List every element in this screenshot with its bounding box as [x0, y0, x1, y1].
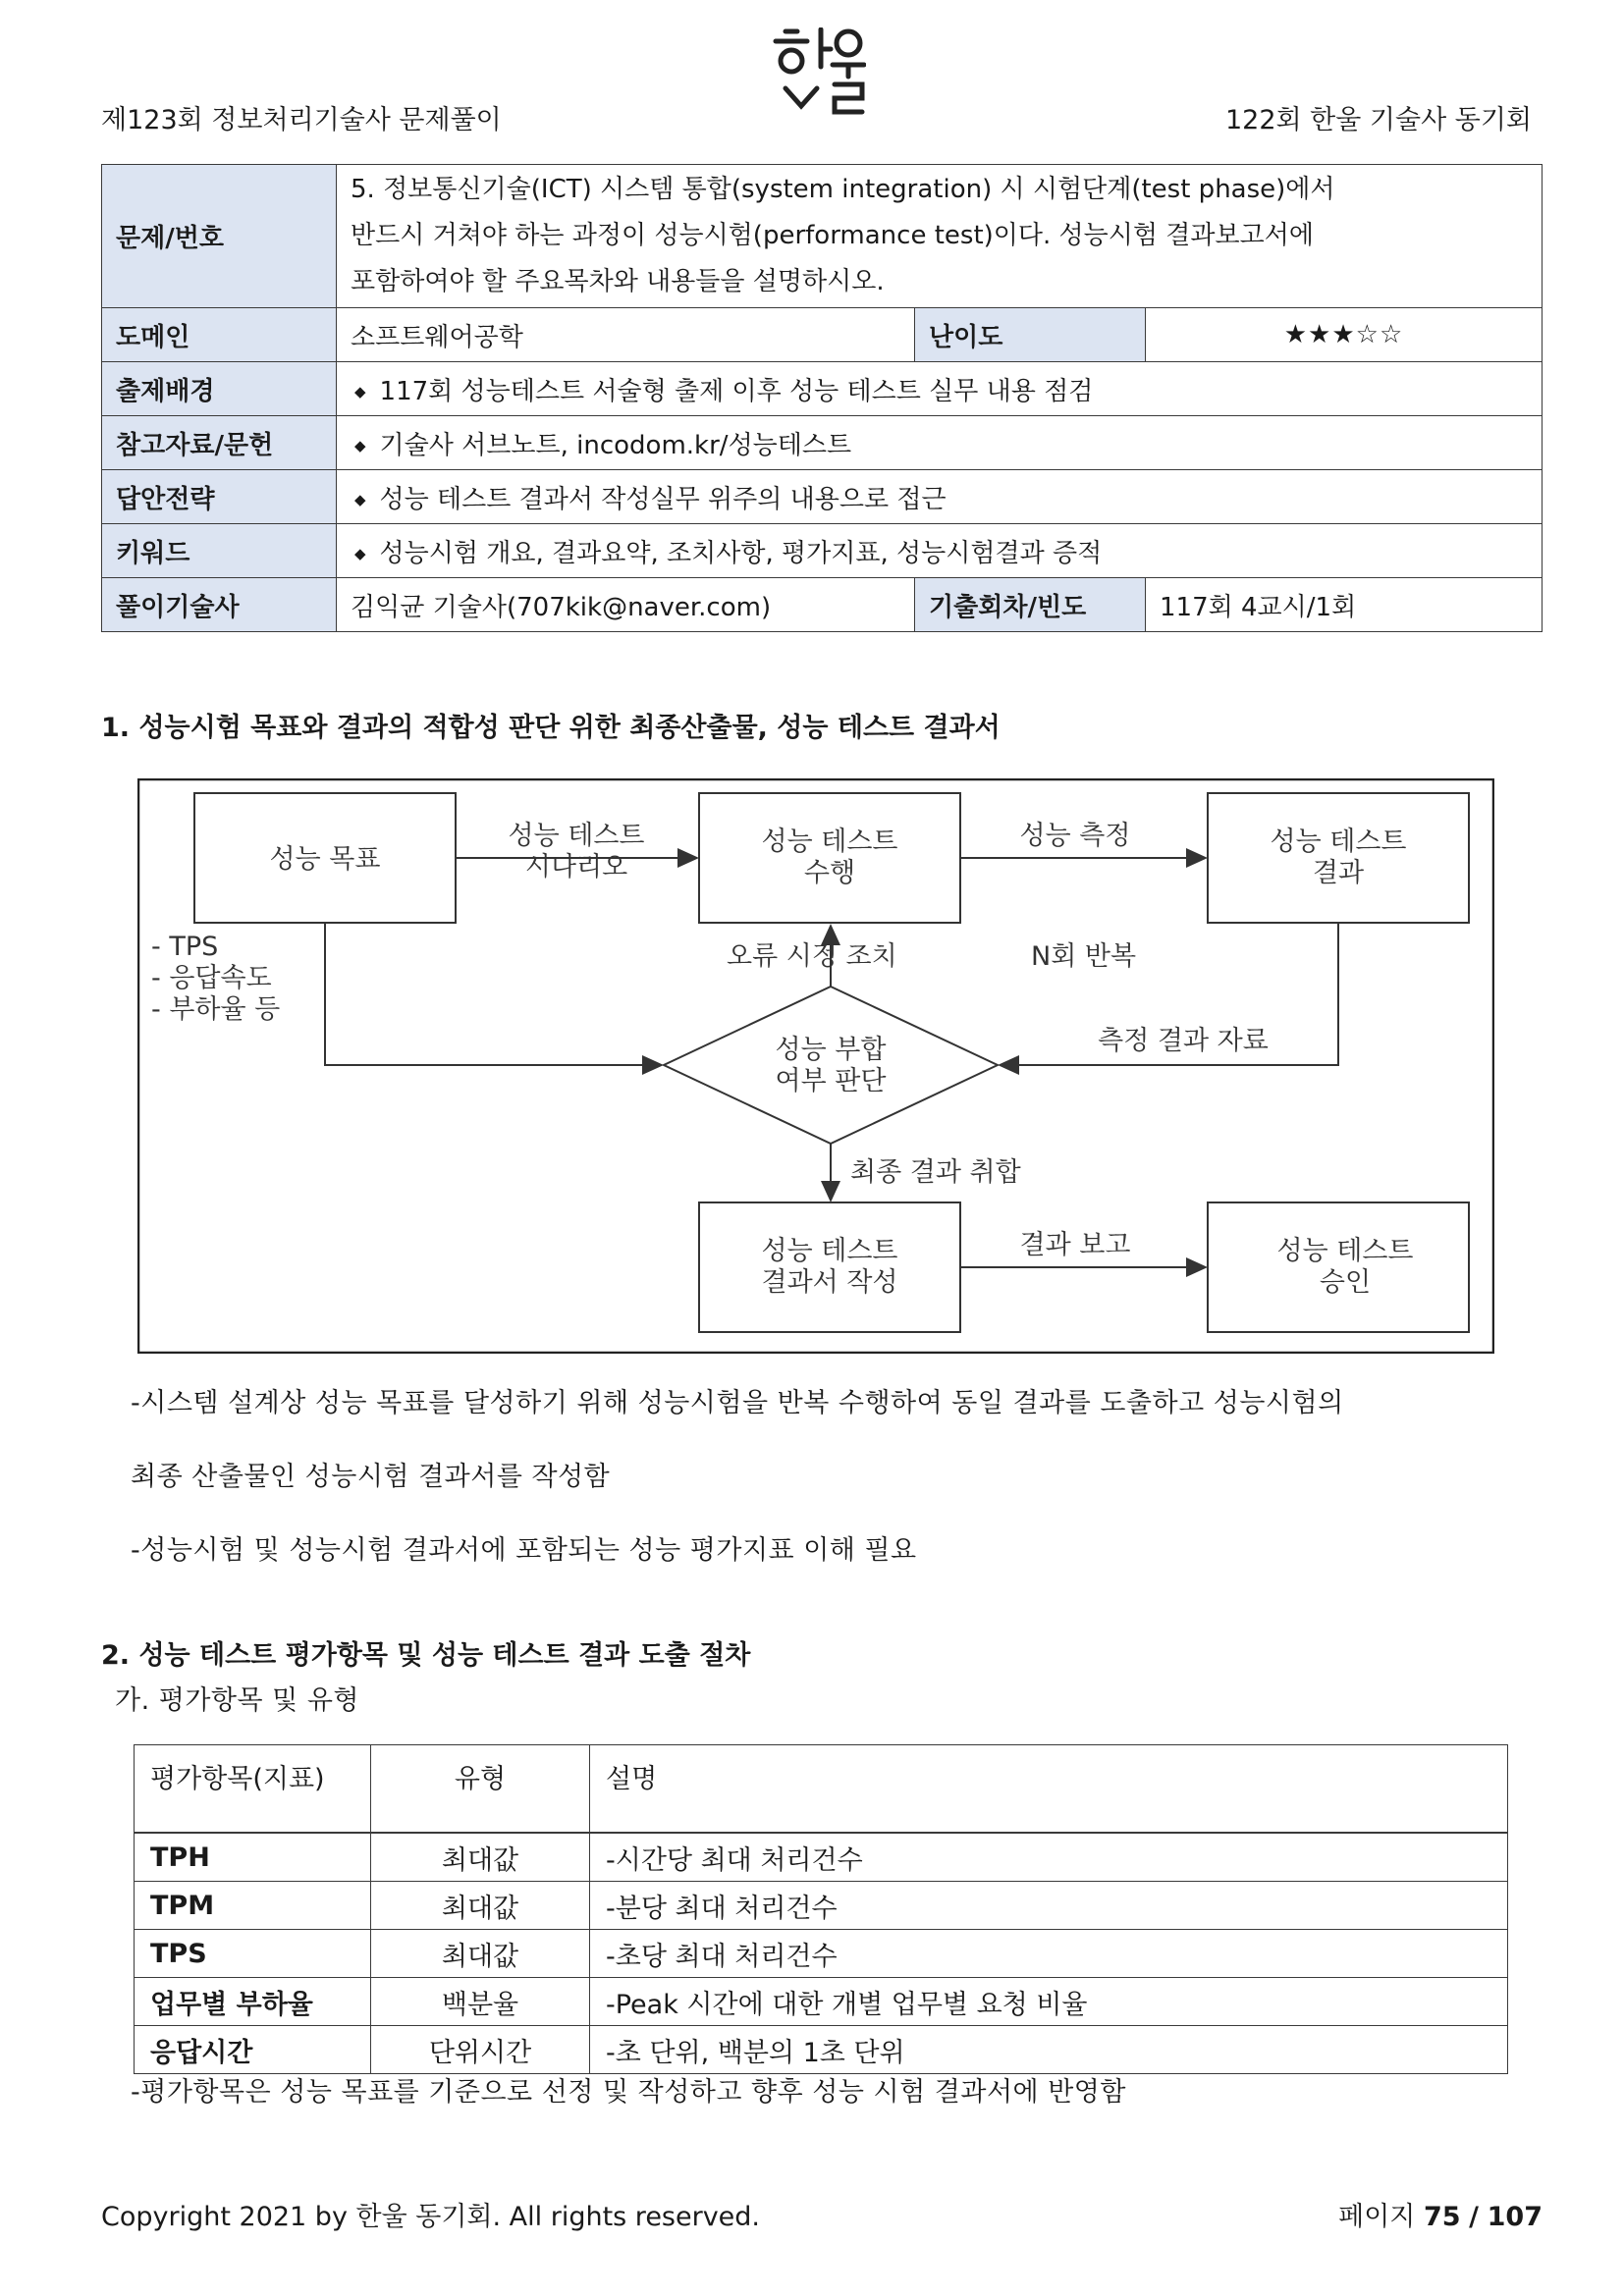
item-type: 최대값: [371, 1930, 590, 1978]
item-name: TPS: [135, 1930, 371, 1978]
item-name: TPH: [135, 1833, 371, 1882]
item-description: -분당 최대 처리건수: [590, 1882, 1508, 1930]
section2-note: -평가항목은 성능 목표를 기준으로 선정 및 작성하고 향후 성능 시험 결과서에 반영함: [131, 2077, 1126, 2108]
domain-label: 도메인: [102, 308, 337, 362]
table-row: [135, 1978, 1508, 2026]
header-title-right: 122회 한울 기술사 동기회: [1224, 105, 1532, 135]
question-line: 반드시 거쳐야 하는 과정이 성능시험(performance test)이다. 성능시험 결과보고서에: [351, 221, 1314, 250]
measure-data-label: 측정 결과 자료: [1098, 1026, 1269, 1056]
hanul-logo: [772, 27, 866, 128]
approve-label-2: 승인: [1319, 1267, 1372, 1298]
result-label-2: 결과: [1312, 858, 1365, 888]
arrow-goal-to-judge: [325, 923, 662, 1065]
execute-label-1: 성능 테스트: [761, 827, 898, 857]
reference-label: 참고자료/문헌: [102, 416, 337, 470]
section1-paragraph: 최종 산출물인 성능시험 결과서를 작성함: [131, 1462, 611, 1492]
author-row: [102, 578, 1543, 632]
page-total: 107: [1487, 2202, 1543, 2232]
table-row: [135, 1882, 1508, 1930]
item-description: -초 단위, 백분의 1초 단위: [590, 2026, 1508, 2074]
author-label: 풀이기술사: [102, 578, 337, 632]
column-header: 설명: [590, 1745, 1508, 1834]
write-label-2: 결과서 작성: [761, 1267, 898, 1298]
section1-title: 1. 성능시험 목표와 결과의 적합성 판단 위한 최종산출물, 성능 테스트 결과서: [101, 713, 1001, 743]
judge-label-1: 성능 부합: [775, 1035, 887, 1065]
performance-test-flow-diagram: [137, 778, 1494, 1354]
question-line: 포함하여야 할 주요목차와 내용들을 설명하시오.: [351, 267, 885, 296]
page-indicator: [1338, 2195, 1543, 2233]
column-header: 평가항목(지표): [135, 1745, 371, 1834]
section1-paragraph: -성능시험 및 성능시험 결과서에 포함되는 성능 평가지표 이해 필요: [131, 1535, 917, 1566]
report-label: 결과 보고: [1019, 1230, 1131, 1260]
header-title-left: 제123회 정보처리기술사 문제풀이: [101, 105, 502, 135]
table-row: [135, 1833, 1508, 1882]
item-name: 업무별 부하율: [135, 1978, 371, 2026]
section1-paragraph: -시스템 설계상 성능 목표를 달성하기 위해 성능시험을 반복 수행하여 동일 결과를 도출하고 성능시험의: [131, 1388, 1344, 1418]
repeat-label: N회 반복: [1031, 941, 1137, 972]
keyword-label: 키워드: [102, 524, 337, 578]
item-description: -시간당 최대 처리건수: [590, 1833, 1508, 1882]
item-description: -초당 최대 처리건수: [590, 1930, 1508, 1978]
scenario-label-1: 성능 테스트: [508, 821, 645, 851]
final-label: 최종 결과 취합: [850, 1157, 1021, 1188]
background-value: ◆ 117회 성능테스트 서술형 출제 이후 성능 테스트 실무 내용 점검: [337, 362, 1543, 416]
fix-label: 오류 시정 조치: [727, 941, 897, 972]
reference-value: ◆ 기술사 서브노트, incodom.kr/성능테스트: [337, 416, 1543, 470]
metric-tps: - TPS: [151, 932, 219, 962]
result-label-1: 성능 테스트: [1270, 827, 1407, 857]
difficulty-stars: ★★★☆☆: [1146, 308, 1543, 362]
column-header: 유형: [371, 1745, 590, 1834]
question-text: [337, 165, 1543, 308]
strategy-row: [102, 470, 1543, 524]
execute-label-2: 수행: [803, 858, 856, 888]
question-line: 5. 정보통신기술(ICT) 시스템 통합(system integration) 시 시험단계(test phase)에서: [351, 175, 1335, 204]
item-name: 응답시간: [135, 2026, 371, 2074]
reference-row: [102, 416, 1543, 470]
metric-load: - 부하율 등: [151, 994, 281, 1025]
item-type: 단위시간: [371, 2026, 590, 2074]
write-label-1: 성능 테스트: [761, 1236, 898, 1266]
item-type: 백분율: [371, 1978, 590, 2026]
approve-label-1: 성능 테스트: [1276, 1236, 1414, 1266]
frequency-label: 기출회차/빈도: [915, 578, 1146, 632]
judge-label-2: 여부 판단: [775, 1066, 887, 1096]
table-row: [135, 1930, 1508, 1978]
table-header-row: [135, 1745, 1508, 1834]
frequency-value: 117회 4교시/1회: [1146, 578, 1543, 632]
scenario-label-2: 시나리오: [524, 852, 628, 882]
copyright-text: Copyright 2021 by 한울 동기회. All rights reserved.: [101, 2202, 761, 2232]
domain-row: [102, 308, 1543, 362]
evaluation-items-table: [134, 1744, 1508, 2074]
author-value: 김익균 기술사(707kik@naver.com): [337, 578, 915, 632]
item-name: TPM: [135, 1882, 371, 1930]
page-current: 75: [1423, 2202, 1461, 2232]
item-type: 최대값: [371, 1882, 590, 1930]
table-row: [135, 2026, 1508, 2074]
background-label: 출제배경: [102, 362, 337, 416]
question-label: 문제/번호: [102, 165, 337, 308]
item-type: 최대값: [371, 1833, 590, 1882]
page-separator: /: [1469, 2202, 1480, 2232]
strategy-value: ◆ 성능 테스트 결과서 작성실무 위주의 내용으로 접근: [337, 470, 1543, 524]
section2-subtitle: 가. 평가항목 및 유형: [115, 1685, 359, 1716]
question-row: [102, 165, 1543, 308]
measure-label: 성능 측정: [1019, 821, 1131, 851]
page-label: 페이지: [1338, 2202, 1416, 2232]
metric-response: - 응답속도: [151, 963, 272, 993]
item-description: -Peak 시간에 대한 개별 업무별 요청 비율: [590, 1978, 1508, 2026]
difficulty-label: 난이도: [915, 308, 1146, 362]
question-info-table: [101, 164, 1543, 632]
judge-diamond: [664, 987, 998, 1144]
domain-value: 소프트웨어공학: [337, 308, 915, 362]
keyword-row: [102, 524, 1543, 578]
goal-label: 성능 목표: [269, 844, 381, 875]
keyword-value: ◆ 성능시험 개요, 결과요약, 조치사항, 평가지표, 성능시험결과 증적: [337, 524, 1543, 578]
section2-title: 2. 성능 테스트 평가항목 및 성능 테스트 결과 도출 절차: [101, 1640, 751, 1671]
strategy-label: 답안전략: [102, 470, 337, 524]
background-row: [102, 362, 1543, 416]
